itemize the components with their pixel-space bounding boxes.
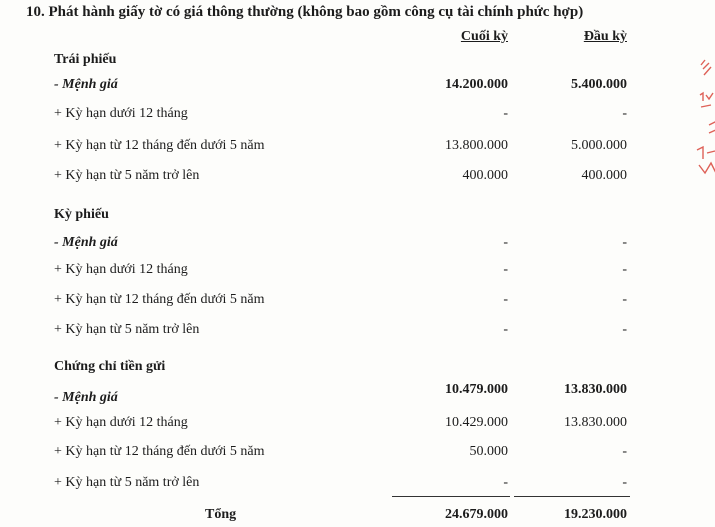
table-row bbox=[0, 233, 715, 255]
total-rule-end bbox=[392, 496, 510, 497]
value-start: 13.830.000 bbox=[564, 415, 627, 430]
column-header-start-period: Đầu kỳ bbox=[583, 29, 627, 44]
section-heading-row bbox=[0, 50, 715, 72]
row-label: + Kỳ hạn từ 5 năm trở lên bbox=[54, 322, 200, 337]
value-start: - bbox=[622, 475, 627, 490]
value-start: 13.830.000 bbox=[564, 382, 627, 397]
value-end: 10.479.000 bbox=[445, 382, 508, 397]
value-start: - bbox=[622, 235, 627, 250]
section-heading: Trái phiếu bbox=[54, 52, 117, 67]
total-row bbox=[0, 505, 715, 527]
table-row bbox=[0, 260, 715, 282]
table-row bbox=[0, 166, 715, 188]
value-end: 14.200.000 bbox=[445, 77, 508, 92]
value-end: - bbox=[503, 262, 508, 277]
row-label: + Kỳ hạn từ 12 tháng đến dưới 5 năm bbox=[54, 444, 265, 459]
row-label: - Mệnh giá bbox=[54, 77, 118, 92]
value-end: - bbox=[503, 292, 508, 307]
row-label: + Kỳ hạn từ 5 năm trở lên bbox=[54, 168, 200, 183]
row-label: - Mệnh giá bbox=[54, 235, 118, 250]
value-start: 400.000 bbox=[581, 168, 627, 183]
value-start: 5.400.000 bbox=[571, 77, 627, 92]
value-end: 10.429.000 bbox=[445, 415, 508, 430]
value-start: - bbox=[622, 106, 627, 121]
row-label: - Mệnh giá bbox=[54, 390, 118, 405]
section-heading: Chứng chỉ tiền gửi bbox=[54, 359, 166, 374]
total-start: 19.230.000 bbox=[564, 507, 627, 522]
row-label: + Kỳ hạn dưới 12 tháng bbox=[54, 262, 188, 277]
value-end: 400.000 bbox=[462, 168, 508, 183]
section-heading-row bbox=[0, 357, 715, 379]
table-row bbox=[0, 473, 715, 495]
table-row bbox=[0, 136, 715, 158]
table-row bbox=[0, 442, 715, 464]
total-rule-start bbox=[514, 496, 630, 497]
total-label: Tổng bbox=[205, 507, 237, 522]
value-end: - bbox=[503, 235, 508, 250]
value-start: - bbox=[622, 292, 627, 307]
value-start: - bbox=[622, 262, 627, 277]
section-heading: Kỳ phiếu bbox=[54, 207, 109, 222]
value-start: - bbox=[622, 322, 627, 337]
value-end: - bbox=[503, 322, 508, 337]
table-row bbox=[0, 413, 715, 435]
column-header-end-period: Cuối kỳ bbox=[460, 29, 508, 44]
row-label: + Kỳ hạn từ 5 năm trở lên bbox=[54, 475, 200, 490]
table-row bbox=[0, 380, 715, 405]
value-start: 5.000.000 bbox=[571, 138, 627, 153]
value-end: - bbox=[503, 475, 508, 490]
total-end: 24.679.000 bbox=[445, 507, 508, 522]
value-end: - bbox=[503, 106, 508, 121]
value-end: 13.800.000 bbox=[445, 138, 508, 153]
table-row bbox=[0, 320, 715, 342]
value-start: - bbox=[622, 444, 627, 459]
table-row bbox=[0, 75, 715, 97]
row-label: + Kỳ hạn dưới 12 tháng bbox=[54, 415, 188, 430]
row-label: + Kỳ hạn từ 12 tháng đến dưới 5 năm bbox=[54, 292, 265, 307]
row-label: + Kỳ hạn dưới 12 tháng bbox=[54, 106, 188, 121]
table-row bbox=[0, 104, 715, 126]
table-row bbox=[0, 290, 715, 312]
value-end: 50.000 bbox=[469, 444, 508, 459]
note-title: 10. Phát hành giấy tờ có giá thông thường (không bao gồm công cụ tài chính phức hợp) bbox=[26, 4, 584, 20]
red-stamp-mark bbox=[691, 55, 715, 185]
section-heading-row bbox=[0, 205, 715, 227]
row-label: + Kỳ hạn từ 12 tháng đến dưới 5 năm bbox=[54, 138, 265, 153]
